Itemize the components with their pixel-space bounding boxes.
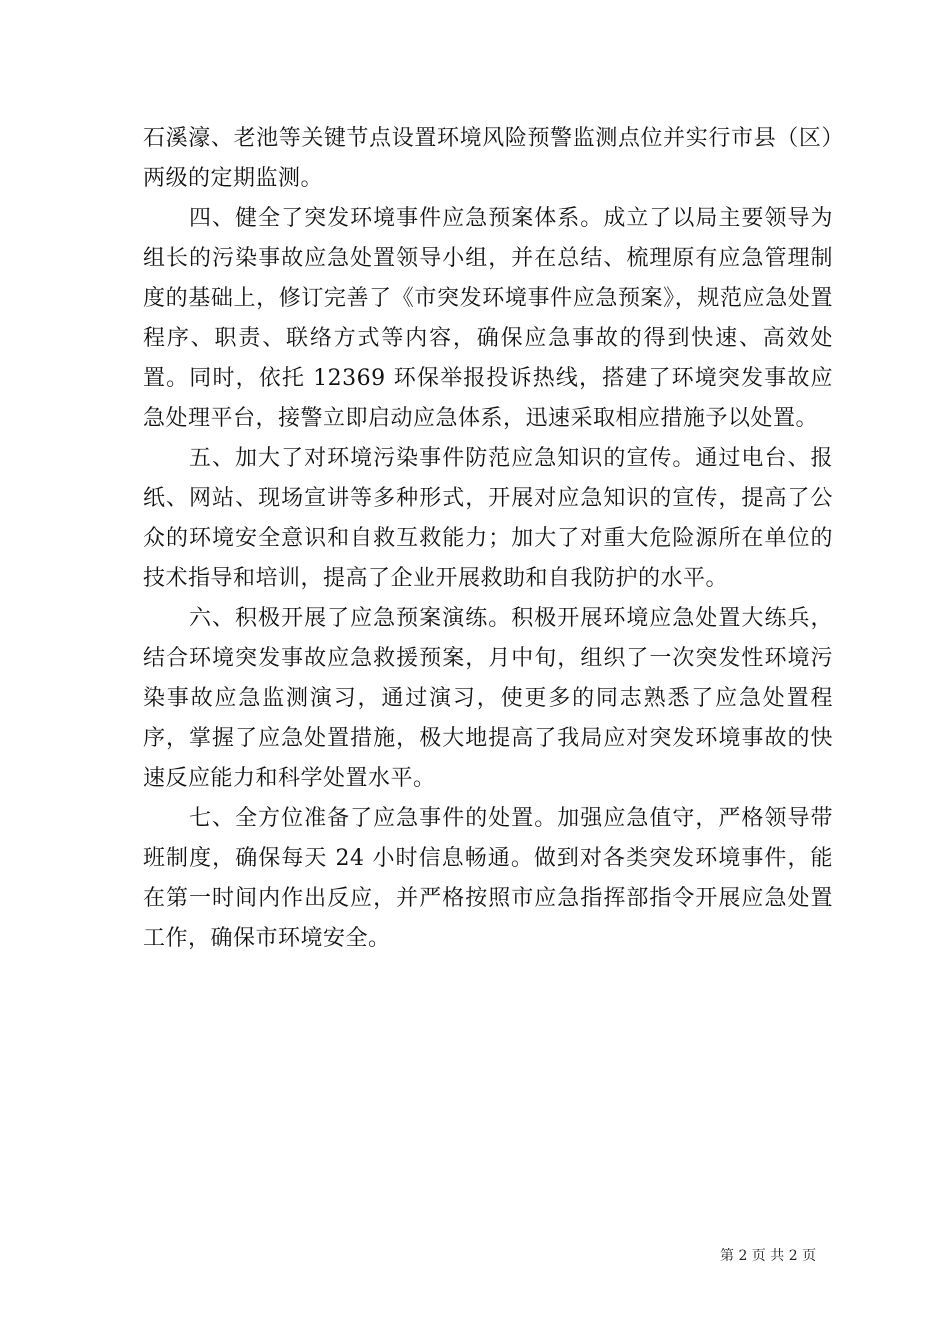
document-body [143, 119, 833, 959]
paragraph-continuation: 石溪濠、老池等关键节点设置环境风险预警监测点位并实行市县（区）两级的定期监测。 [143, 126, 833, 191]
paragraph-item-4: 四、健全了突发环境事件应急预案体系。成立了以局主要领导为组长的污染事故应急处置领导小组，并在总结、梳理原有应急管理制度的基础上，修订完善了《市突发环境事件应急预案》，规范应急处置程序、职责、联络方式等内容，确保应急事故的得到快速、高效处置。同时，依托 12369 环保举报投诉热线，搭建了环境突发事故应急处理平台，接警立即启动应急体系，迅速采取相应措施予以处置。 [143, 206, 833, 431]
paragraph-item-7: 七、全方位准备了应急事件的处置。加强应急值守，严格领导带班制度，确保每天 24 小时信息畅通。做到对各类突发环境事件，能在第一时间内作出反应，并严格按照市应急指挥部指令开展应急处置工作，确保市环境安全。 [143, 806, 833, 951]
paragraph-item-5: 五、加大了对环境污染事件防范应急知识的宣传。通过电台、报纸、网站、现场宣讲等多种形式，开展对应急知识的宣传，提高了公众的环境安全意识和自救互救能力；加大了对重大危险源所在单位的技术指导和培训，提高了企业开展救助和自我防护的水平。 [143, 446, 833, 591]
page-number: 第 2 页 共 2 页 [720, 1248, 817, 1264]
paragraph-item-6: 六、积极开展了应急预案演练。积极开展环境应急处置大练兵，结合环境突发事故应急救援预案，月中旬，组织了一次突发性环境污染事故应急监测演习，通过演习，使更多的同志熟悉了应急处置程序，掌握了应急处置措施，极大地提高了我局应对突发环境事故的快速反应能力和科学处置水平。 [143, 606, 833, 791]
